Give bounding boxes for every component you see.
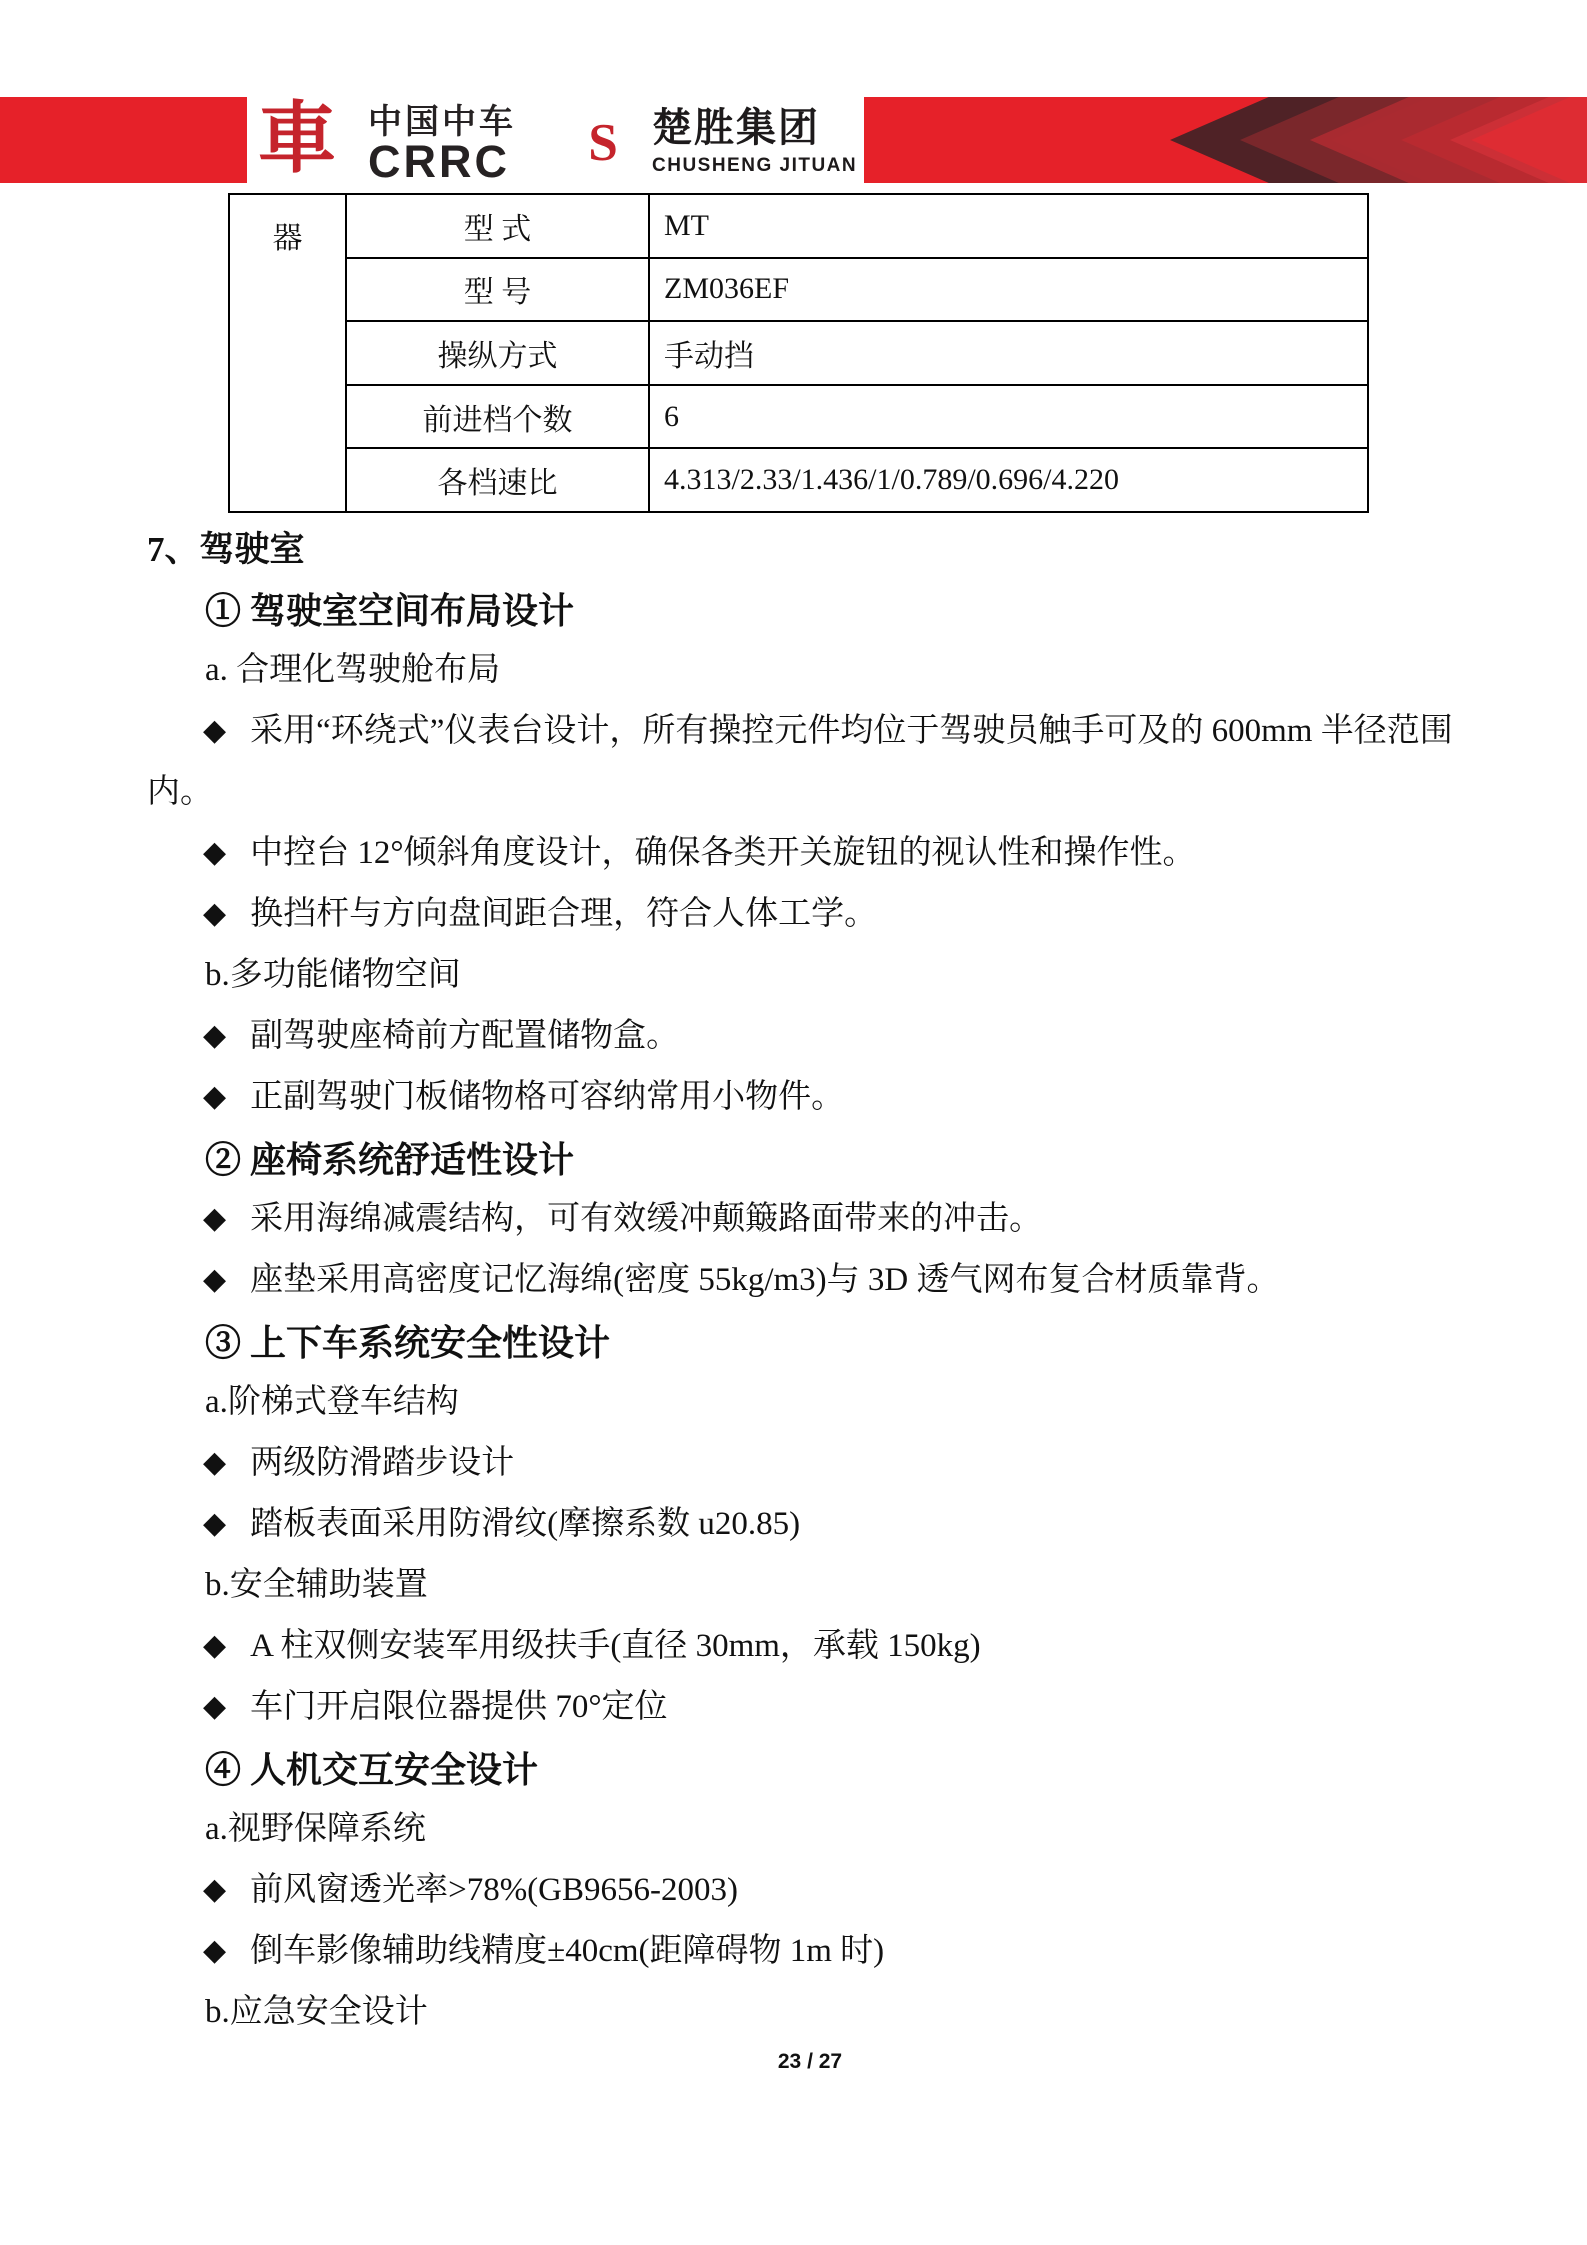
chusheng-logo	[652, 106, 857, 177]
table-value-cell: 6	[664, 399, 679, 433]
bullet-text: 采用海绵减震结构，可有效缓冲颠簸路面带来的冲击。	[250, 1201, 1043, 1237]
diamond-bullet-icon: ◆	[203, 1202, 227, 1235]
text-line: ② 座椅系统舒适性设计	[205, 1140, 575, 1180]
bullet-line	[203, 1077, 844, 1118]
bullet-text: 前风窗透光率>78%(GB9656-2003)	[250, 1872, 738, 1908]
text-line: b.应急安全设计	[205, 1994, 428, 2030]
chusheng-logo-cn: 楚胜集团	[652, 106, 820, 150]
table-label-cell: 前进档个数	[347, 386, 650, 448]
table-row	[347, 449, 1367, 511]
table-row	[347, 386, 1367, 450]
diamond-bullet-icon: ◆	[203, 1446, 227, 1479]
bullet-line	[203, 1199, 1042, 1240]
bullet-text: A 柱双侧安装军用级扶手(直径 30mm，承载 150kg)	[250, 1628, 981, 1664]
diamond-bullet-icon: ◆	[203, 1629, 227, 1662]
svg-text:S: S	[588, 111, 618, 172]
diamond-bullet-icon: ◆	[203, 1507, 227, 1540]
bullet-line	[203, 833, 1196, 874]
diamond-bullet-icon: ◆	[203, 897, 227, 930]
page-number: 23 / 27	[777, 2050, 843, 2073]
diamond-bullet-icon: ◆	[203, 1934, 227, 1967]
table-label-cell: 型 号	[347, 259, 650, 321]
diamond-bullet-icon: ◆	[203, 1263, 227, 1296]
crrc-emblem-icon: 車	[258, 93, 337, 184]
bullet-text: 采用“环绕式”仪表台设计，所有操控元件均位于驾驶员触手可及的 600mm 半径范围	[250, 713, 1453, 749]
table-value-cell: MT	[664, 208, 709, 242]
table-value-cell: ZM036EF	[664, 272, 790, 306]
table-rows	[347, 195, 1367, 511]
text-line: 内。	[147, 774, 213, 810]
bullet-text: 倒车影像辅助线精度±40cm(距障碍物 1m 时)	[250, 1933, 885, 1969]
table-label-cell: 操纵方式	[347, 322, 650, 384]
text-line: a.阶梯式登车结构	[205, 1384, 459, 1420]
chusheng-emblem-icon	[554, 98, 640, 184]
chusheng-logo-en: CHUSHENG JITUAN	[652, 155, 858, 176]
table-row	[347, 195, 1367, 259]
bullet-text: 换挡杆与方向盘间距合理，符合人体工学。	[250, 896, 878, 932]
bullet-line	[203, 1687, 668, 1728]
bullet-text: 两级防滑踏步设计	[250, 1445, 515, 1481]
text-line: a. 合理化驾驶舱布局	[205, 652, 501, 688]
diamond-bullet-icon: ◆	[203, 1019, 227, 1052]
bullet-line	[203, 1016, 679, 1057]
text-line: ③ 上下车系统安全性设计	[205, 1323, 611, 1363]
table-label-cell: 各档速比	[347, 449, 650, 511]
diamond-bullet-icon: ◆	[203, 1690, 227, 1723]
bullet-line	[203, 711, 1453, 752]
table-row	[347, 322, 1367, 386]
bullet-line	[203, 1931, 884, 1972]
table-value-cell: 手动挡	[664, 339, 754, 373]
table-row	[347, 259, 1367, 323]
bullet-line	[203, 1504, 800, 1545]
text-line: ① 驾驶室空间布局设计	[205, 591, 575, 631]
bullet-text: 副驾驶座椅前方配置储物盒。	[250, 1018, 680, 1054]
crrc-logo	[368, 103, 516, 187]
diamond-bullet-icon: ◆	[203, 1873, 227, 1906]
diamond-bullet-icon: ◆	[203, 714, 227, 747]
diamond-bullet-icon: ◆	[203, 1080, 227, 1113]
text-line: b.多功能储物空间	[205, 957, 461, 993]
bullet-text: 踏板表面采用防滑纹(摩擦系数 u20.85)	[250, 1506, 801, 1542]
bullet-line	[203, 1626, 981, 1667]
text-line: b.安全辅助装置	[205, 1567, 428, 1603]
bullet-text: 车门开启限位器提供 70°定位	[250, 1689, 668, 1725]
bullet-line	[203, 1260, 1279, 1301]
table-merged-cell: 器	[230, 195, 347, 511]
spec-table	[228, 193, 1369, 513]
bullet-text: 中控台 12°倾斜角度设计，确保各类开关旋钮的视认性和操作性。	[250, 835, 1196, 871]
table-value-cell: 4.313/2.33/1.436/1/0.789/0.696/4.220	[664, 463, 1120, 497]
text-line: a.视野保障系统	[205, 1811, 426, 1847]
bullet-text: 座垫采用高密度记忆海绵(密度 55kg/m3)与 3D 透气网布复合材质靠背。	[250, 1262, 1280, 1298]
crrc-logo-cn: 中国中车	[368, 103, 516, 141]
red-band-right	[864, 97, 1587, 183]
diamond-bullet-icon: ◆	[203, 836, 227, 869]
crrc-logo-en: CRRC	[368, 136, 510, 187]
red-band-left	[0, 97, 247, 183]
bullet-text: 正副驾驶门板储物格可容纳常用小物件。	[250, 1079, 845, 1115]
text-line: ④ 人机交互安全设计	[205, 1750, 539, 1790]
bullet-line	[203, 894, 877, 935]
bullet-line	[203, 1870, 738, 1911]
table-label-cell: 型 式	[347, 195, 650, 257]
bullet-line	[203, 1443, 514, 1484]
text-line: 7、驾驶室	[147, 530, 305, 569]
